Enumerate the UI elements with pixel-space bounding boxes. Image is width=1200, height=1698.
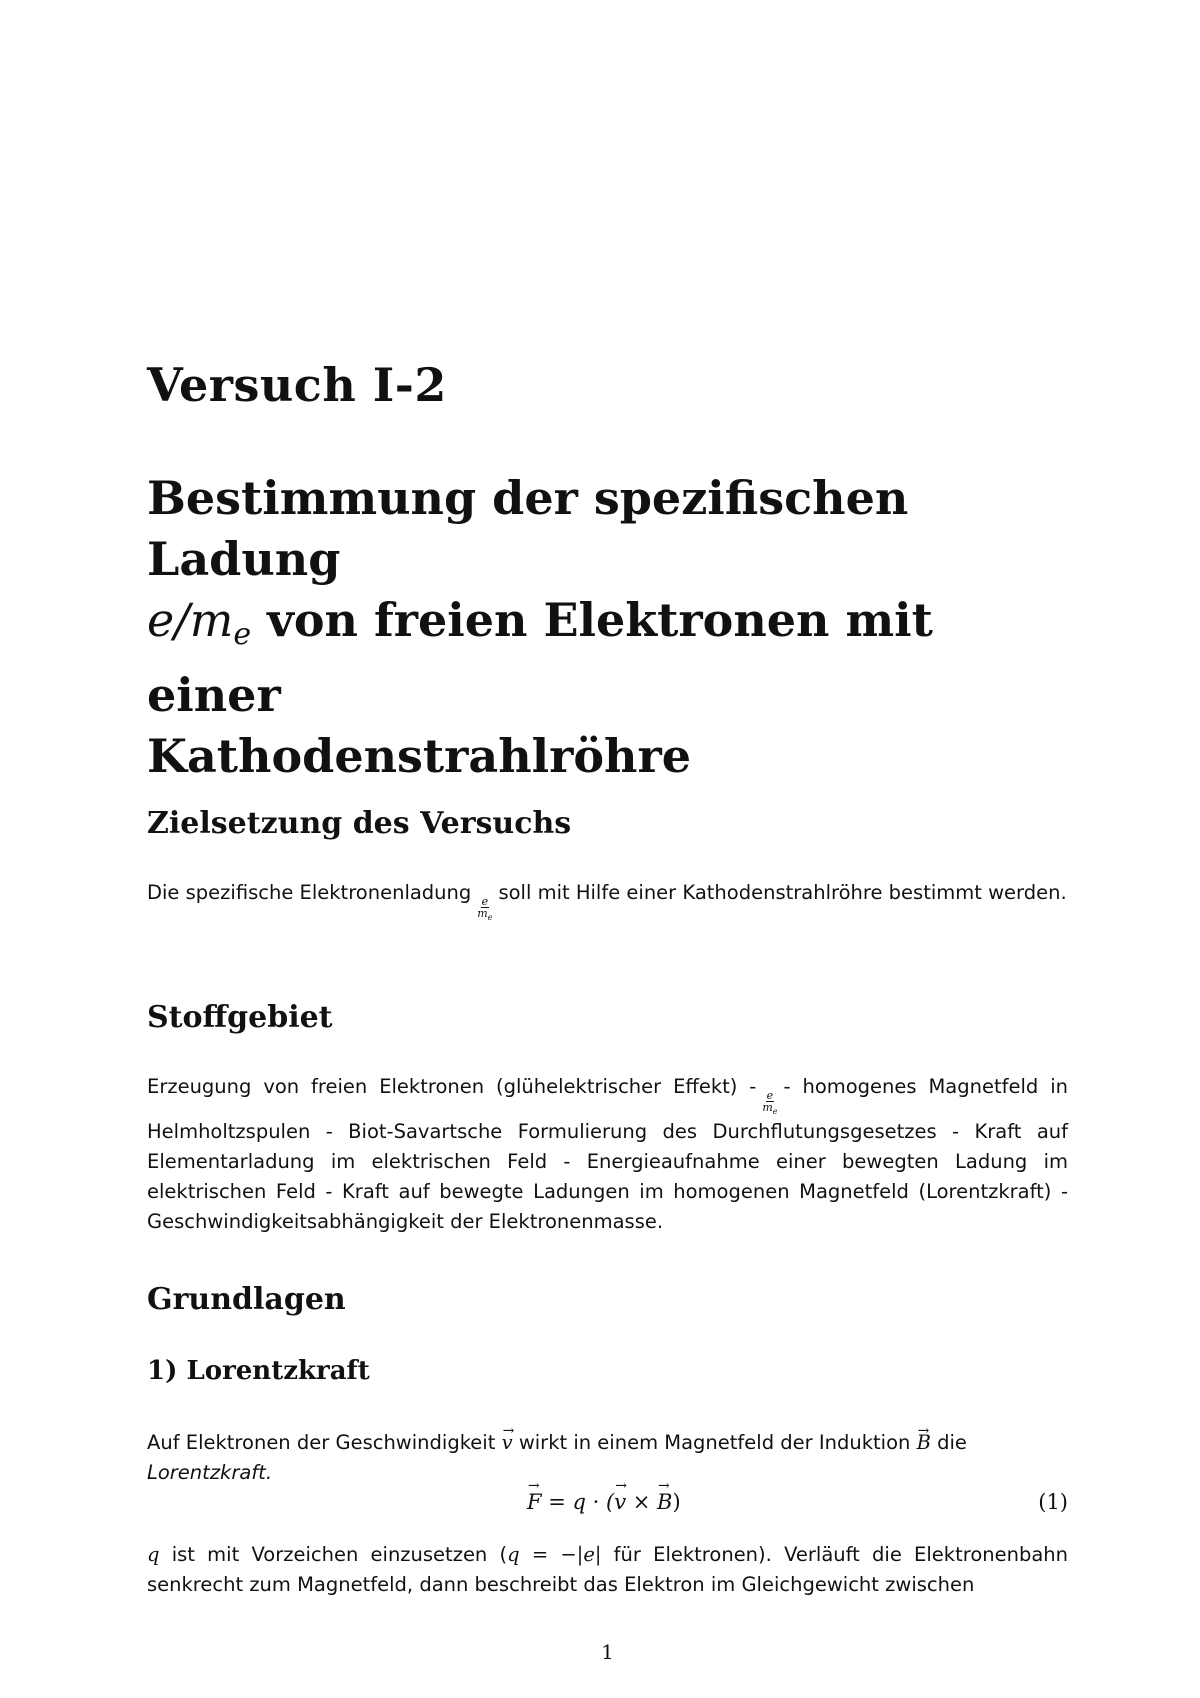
heading-grundlagen: Grundlagen [147, 1282, 346, 1317]
equation-body: → F = q · (→ v × → B) [527, 1490, 681, 1514]
subheading-lorentzkraft: 1) Lorentzkraft [147, 1356, 370, 1386]
heading-zielsetzung: Zielsetzung des Versuchs [147, 806, 572, 841]
document-title [147, 468, 1068, 787]
chapter-label: Versuch I-2 [147, 358, 447, 412]
vector-B: → B [917, 1428, 931, 1458]
title-line-2: von freien Elektronen mit einer [147, 593, 933, 722]
page-number: 1 [601, 1640, 614, 1664]
zielsetzung-paragraph: Die spezifische Elektronenladung $\frac{e}{m_e}$ soll mit Hilfe einer Kathodenstrahlröhre bestimmt werden. [147, 881, 1067, 923]
equation-number: (1) [1038, 1490, 1068, 1514]
term-lorentzkraft: Lorentzkraft. [147, 1461, 273, 1484]
equation-1 [147, 1490, 1068, 1522]
lorentz-paragraph-2: q ist mit Vorzeichen einzusetzen (q = −|e| für Elektronen). Verläuft die Elektronenbahn senkrecht zum Magnetfeld, dann beschreibt das Elektron im Gleichgewicht zwischen [147, 1543, 1069, 1596]
title-math-e-over-me: $e/m_e$ [147, 593, 252, 652]
title-line-1: Bestimmung der spezifischen Ladung [147, 471, 909, 586]
lorentz-paragraph-1: Auf Elektronen der Geschwindigkeit → v wirkt in einem Magnetfeld der Induktion → B die Lorentzkraft. [147, 1428, 1068, 1488]
title-line-3: Kathodenstrahlröhre [147, 729, 692, 783]
fraction-e-over-me: $\frac{e}{m_e}$ [477, 895, 493, 923]
vector-v: → v [502, 1428, 513, 1458]
stoffgebiet-paragraph: Erzeugung von freien Elektronen (glühelektrischer Effekt) - $\frac{e}{m_e}$ - homogenes Magnetfeld in Helmholtzspulen - Biot-Savartsche Formulierung des Durchflutungsgesetzes - Kraft auf Elementarladung im elektrischen Feld - Energieaufnahme einer bewegten Ladung im elektrischen Feld - Kraft auf bewegte Ladungen im homogenen Magnetfeld (Lorentzkraft) - Geschwindigkeitsabhängigkeit der Elektronenmasse. [147, 1075, 1068, 1234]
fraction-e-over-me: $\frac{e}{m_e}$ [762, 1089, 778, 1117]
heading-stoffgebiet: Stoffgebiet [147, 1000, 333, 1035]
